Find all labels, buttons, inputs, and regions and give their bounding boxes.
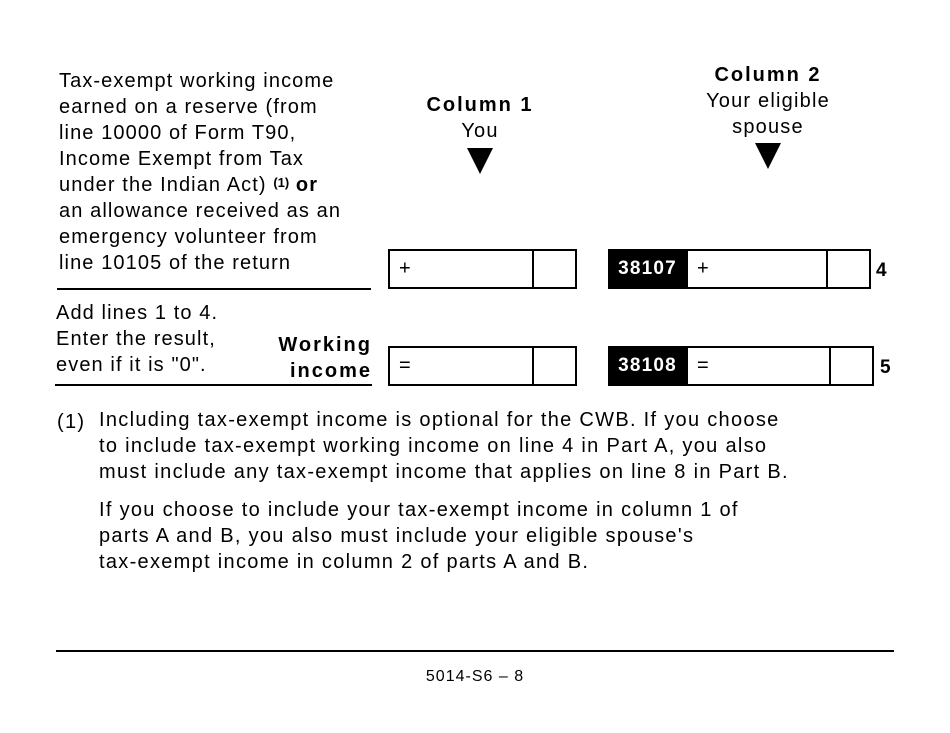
footnote-reference: (1) [273,175,290,190]
column2-title: Column 2 [714,64,822,86]
cents-divider [532,251,534,287]
line5-col2-code-38108: 38108 [608,346,687,386]
footer-rule [56,650,894,652]
line4-desc-line: under the Indian Act) [59,174,267,196]
line4-desc-line-with-ref [59,172,389,198]
column1-arrow-down-icon [467,148,493,174]
line-number-5: 5 [880,357,891,378]
column2-subtitle-line: Your eligible [706,90,830,112]
line4-desc-line: Tax-exempt working income [59,70,335,92]
footnote-paragraph-2 [99,497,739,575]
connector-or: or [295,174,319,196]
footnote-line: parts A and B, you also must include your eligible spouse's [99,525,695,547]
equals-sign: = [399,354,411,377]
column1-title: Column 1 [426,94,534,116]
line4-desc-line: line 10000 of Form T90, [59,122,297,144]
line5-instruction-line: Add lines 1 to 4. [56,302,219,324]
line4-col2-amount-field[interactable] [686,249,871,289]
line5-instruction-line: even if it is "0". [56,354,207,376]
footnote-line: If you choose to include your tax-exempt income in column 1 of [99,499,739,521]
working-income-label-line: income [289,360,372,382]
line4-col2-code-38107: 38107 [608,249,687,289]
line4-desc-line: line 10105 of the return [59,252,292,274]
working-income-label [262,332,372,384]
footnote-line: Including tax-exempt income is optional for the CWB. If you choose [99,409,780,431]
equals-sign: = [697,354,709,377]
line4-underline [57,288,371,290]
column2-subtitle-line: spouse [732,116,804,138]
working-income-label-line: Working [278,334,372,356]
line4-desc-line: an allowance received as an [59,200,342,222]
cents-divider [826,251,828,287]
line5-col1-amount-field[interactable] [388,346,577,386]
page-form-code: 5014-S6 – 8 [425,668,525,685]
line-number-4: 4 [876,260,887,281]
line5-col2-amount-field[interactable] [686,346,874,386]
footnote-line: to include tax-exempt working income on line 4 in Part A, you also [99,435,768,457]
plus-sign: + [399,257,411,280]
line4-description [59,68,389,276]
plus-sign: + [697,257,709,280]
column1-subtitle: You [461,120,499,142]
cents-divider [829,348,831,384]
column2-header [670,62,866,140]
line4-desc-line: earned on a reserve (from [59,96,318,118]
cents-divider [532,348,534,384]
footnote-line: must include any tax-exempt income that applies on line 8 in Part B. [99,461,789,483]
footnote-marker: (1) [57,411,86,433]
line4-desc-line: emergency volunteer from [59,226,318,248]
line5-underline [55,384,372,386]
column1-header [400,92,560,144]
footnote-paragraph-1 [99,407,789,485]
line5-instruction-line: Enter the result, [56,328,216,350]
line5-instructions [56,300,218,378]
column2-arrow-down-icon [755,143,781,169]
line4-desc-line: Income Exempt from Tax [59,148,305,170]
line4-col1-amount-field[interactable] [388,249,577,289]
footnote-line: tax-exempt income in column 2 of parts A and B. [99,551,590,573]
